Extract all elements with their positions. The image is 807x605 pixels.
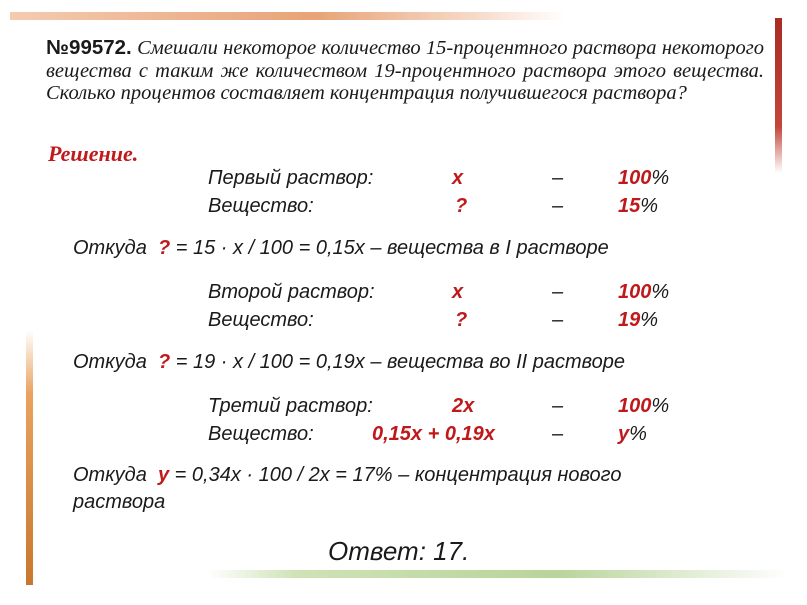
row-percent: 19% — [618, 309, 659, 331]
row-dash: – — [552, 281, 564, 303]
row-variable: ? — [455, 195, 468, 217]
row-percent: 15% — [618, 195, 659, 217]
problem-number: №99572. — [46, 36, 132, 59]
row-label: Первый раствор: — [208, 167, 374, 189]
row-label: Вещество: — [208, 423, 314, 445]
conclusion-continuation: раствора — [73, 491, 166, 513]
row-percent: 100% — [618, 281, 670, 303]
conclusion-line: Откуда ? = 19 · x / 100 = 0,19x – вещества во II растворе — [73, 351, 626, 373]
frame-right-bar — [775, 18, 782, 173]
frame-left-bar — [26, 330, 33, 585]
row-variable: ? — [455, 309, 468, 331]
row-dash: – — [552, 167, 564, 189]
row-dash: – — [552, 395, 564, 417]
row-variable: x — [452, 167, 464, 189]
problem-text: Смешали некоторое количество 15-процентного раствора некоторого вещества с таким же количеством 19-процентного раствора этого вещества. Сколько процентов составляет концентрация получившегося раствора? — [46, 37, 764, 104]
row-dash: – — [552, 423, 564, 445]
row-percent: y% — [618, 423, 647, 445]
conclusion-line: Откуда y = 0,34x · 100 / 2x = 17% – концентрация нового — [73, 464, 622, 486]
answer: Ответ: 17. — [328, 536, 470, 566]
row-label: Вещество: — [208, 195, 314, 217]
solution-heading: Решение. — [48, 141, 139, 166]
conclusion-line: Откуда ? = 15 · x / 100 = 0,15x – вещества в I растворе — [73, 237, 609, 259]
row-label: Третий раствор: — [208, 395, 373, 417]
row-label: Второй раствор: — [208, 281, 375, 303]
row-dash: – — [552, 309, 564, 331]
row-percent: 100% — [618, 167, 670, 189]
row-percent: 100% — [618, 395, 670, 417]
frame-bottom-bar — [208, 570, 788, 578]
row-variable: 0,15x + 0,19x — [372, 423, 495, 445]
row-label: Вещество: — [208, 309, 314, 331]
row-variable: 2x — [452, 395, 475, 417]
row-variable: x — [452, 281, 464, 303]
frame-top-bar — [10, 12, 565, 20]
row-dash: – — [552, 195, 564, 217]
problem-statement — [46, 37, 764, 105]
